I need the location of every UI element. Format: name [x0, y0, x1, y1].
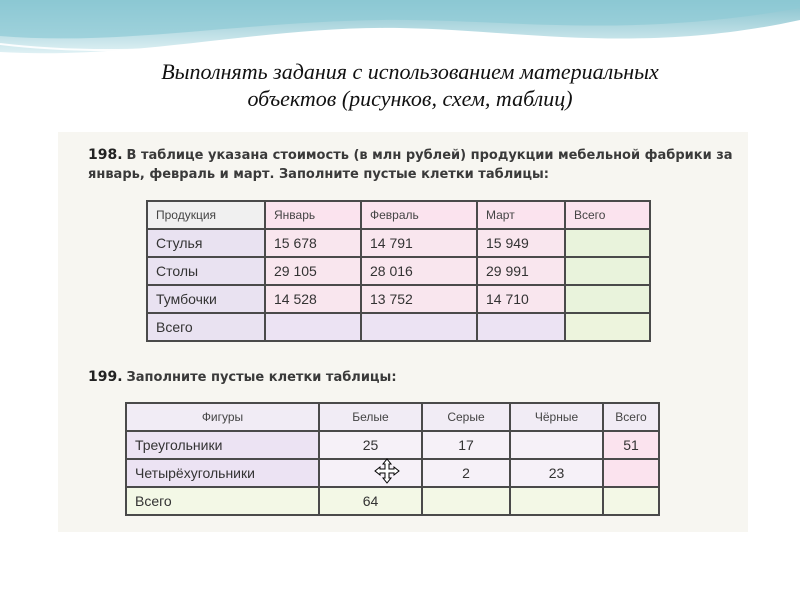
- row-label-chairs: Стулья: [147, 229, 265, 257]
- cell-empty: [565, 257, 650, 285]
- table-row: [126, 487, 659, 515]
- header-march: Март: [477, 201, 565, 229]
- cell-value: 13 752: [361, 285, 477, 313]
- cell-empty: [510, 431, 603, 459]
- cell-empty: [319, 459, 422, 487]
- table-row: [147, 257, 650, 285]
- header-january: Январь: [265, 201, 361, 229]
- cell-value: 14 528: [265, 285, 361, 313]
- cell-value: 64: [319, 487, 422, 515]
- table-199-header-row: [126, 403, 659, 431]
- header-grey: Серые: [422, 403, 510, 431]
- cell-empty: [603, 459, 659, 487]
- header-figures: Фигуры: [126, 403, 319, 431]
- header-total: Всего: [603, 403, 659, 431]
- cell-empty: [603, 487, 659, 515]
- row-label-total: Всего: [147, 313, 265, 341]
- cell-value: 15 678: [265, 229, 361, 257]
- slide-title-line-2: объектов (рисунков, схем, таблиц): [247, 86, 573, 111]
- cell-value: 15 949: [477, 229, 565, 257]
- table-row: [147, 313, 650, 341]
- header-products: Продукция: [147, 201, 265, 229]
- cell-value: 29 991: [477, 257, 565, 285]
- cell-empty: [565, 313, 650, 341]
- table-198-header-row: [147, 201, 650, 229]
- task-199-number: 199.: [88, 369, 123, 385]
- row-label-quadrilaterals: Четырёхугольники: [126, 459, 319, 487]
- move-cursor-icon: [374, 458, 400, 484]
- row-label-tables: Столы: [147, 257, 265, 285]
- cell-value: 28 016: [361, 257, 477, 285]
- cell-value: 14 791: [361, 229, 477, 257]
- cell-value: 14 710: [477, 285, 565, 313]
- task-199-statement: Заполните пустые клетки таблицы:: [126, 370, 397, 385]
- cell-empty: [265, 313, 361, 341]
- slide-title-line-1: Выполнять задания с использованием материальных: [161, 59, 659, 84]
- cell-empty: [477, 313, 565, 341]
- header-february: Февраль: [361, 201, 477, 229]
- cell-value: 23: [510, 459, 603, 487]
- row-label-total: Всего: [126, 487, 319, 515]
- cell-value: 51: [603, 431, 659, 459]
- table-row: [147, 285, 650, 313]
- cell-value: 2: [422, 459, 510, 487]
- row-label-nightstands: Тумбочки: [147, 285, 265, 313]
- task-198-statement: В таблице указана стоимость (в млн рублей) продукции мебельной фабрики за январь, февраль и март. Заполните пустые клетки таблицы:: [88, 148, 733, 182]
- slide-title: [60, 58, 760, 112]
- cell-empty: [422, 487, 510, 515]
- row-label-triangles: Треугольники: [126, 431, 319, 459]
- cell-value: 25: [319, 431, 422, 459]
- task-198-text: [88, 146, 748, 184]
- header-black: Чёрные: [510, 403, 603, 431]
- header-total: Всего: [565, 201, 650, 229]
- task-198-number: 198.: [88, 147, 123, 163]
- task-199-text: [88, 368, 588, 387]
- cell-empty: [510, 487, 603, 515]
- cell-empty: [565, 229, 650, 257]
- table-row: [126, 431, 659, 459]
- cell-empty: [565, 285, 650, 313]
- header-white: Белые: [319, 403, 422, 431]
- table-row: [147, 229, 650, 257]
- table-198: [146, 200, 651, 342]
- cell-value: 29 105: [265, 257, 361, 285]
- cell-value: 17: [422, 431, 510, 459]
- cell-empty: [361, 313, 477, 341]
